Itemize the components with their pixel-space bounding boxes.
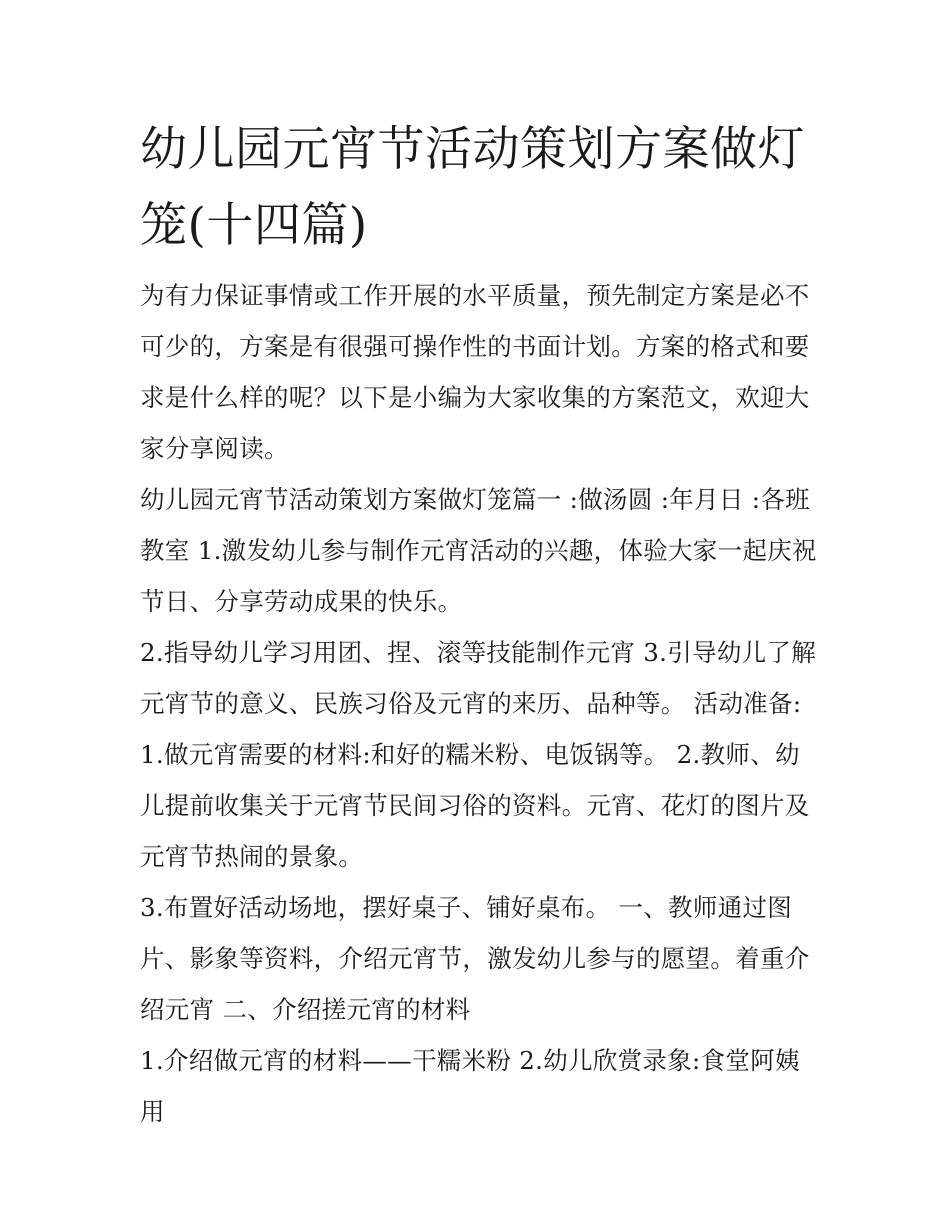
document-title: 幼儿园元宵节活动策划方案做灯笼(十四篇) — [140, 122, 805, 253]
paragraph-materials: 1.介绍做元宵的材料——干糯米粉 2.幼儿欣赏录象:食堂阿姨用 — [140, 1046, 800, 1126]
paragraph-activity-setup: 3.布置好活动场地，摆好桌子、铺好桌布。 一、教师通过图片、影象等资料，介绍元宵节，激发幼儿参与的愿望。着重介绍元宵 二、介绍搓元宵的材料 — [140, 893, 810, 1024]
paragraph-section-one: 幼儿园元宵节活动策划方案做灯笼篇一 :做汤圆 :年月日 :各班教室 1.激发幼儿参与制作元宵活动的兴趣，体验大家一起庆祝节日、分享劳动成果的快乐。 — [140, 485, 817, 616]
paragraph-intro: 为有力保证事情或工作开展的水平质量，预先制定方案是必不可少的，方案是有很强可操作性的书面计划。方案的格式和要求是什么样的呢？以下是小编为大家收集的方案范文，欢迎大家分享阅读。 — [140, 281, 810, 463]
paragraph-goals: 2.指导幼儿学习用团、捏、滚等技能制作元宵 3.引导幼儿了解元宵节的意义、民族习俗及元宵的来历、品种等。 活动准备: 1.做元宵需要的材料:和好的糯米粉、电饭锅等。 2.教师、幼儿提前收集关于元宵节民间习俗的资料。元宵、花灯的图片及元宵节热闹的景象。 — [140, 638, 817, 871]
document-page — [140, 112, 820, 1137]
